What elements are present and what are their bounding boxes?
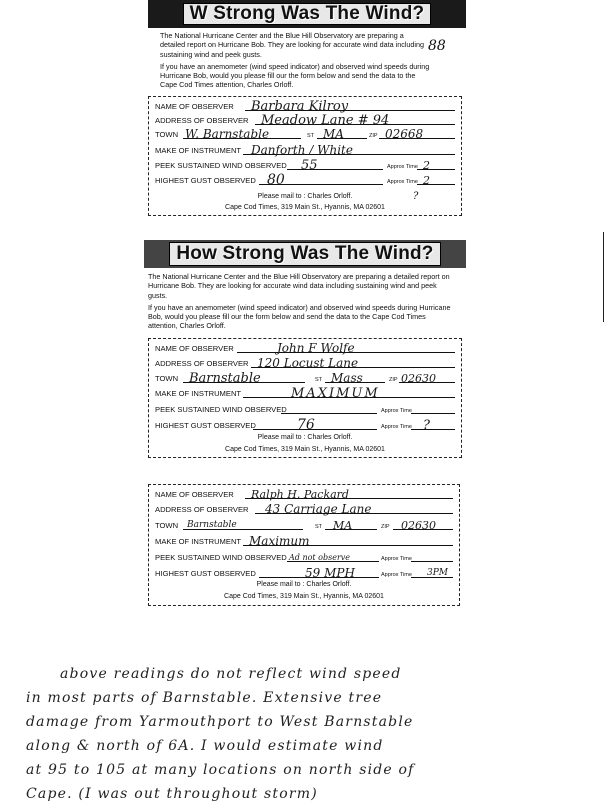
gust-time-value: ? (423, 418, 430, 433)
note-line-6: Cape. (I was out throughout storm) (26, 786, 318, 802)
instrument-value: Maximum (249, 534, 310, 548)
observer-address-value: 120 Locust Lane (257, 356, 359, 370)
note-line-5: at 95 to 105 at many locations on north side of (26, 762, 415, 778)
sustained-label: PEEK SUSTAINED WIND OBSERVED (155, 161, 287, 170)
observer-name-value: Ralph H. Packard (251, 488, 349, 501)
instrument-row (155, 386, 455, 399)
observer-address-value: Meadow Lane # 94 (261, 113, 390, 128)
sustained-time-label: Approx Time (381, 556, 412, 562)
gust-value: 59 MPH (305, 566, 355, 580)
clipping-2-intro (148, 272, 453, 334)
clipping-2-intro-paragraph-2: If you have an anemometer (wind speed indicator) and observed wind speeds during Hurricane Bob, would you please fill our the form below and send the data to the Cape Cod Times attention, Charles Orloff. (148, 302, 451, 331)
state-label: ST (315, 377, 323, 383)
observer-name-label: NAME OF OBSERVER (155, 490, 234, 499)
instrument-label: MAKE OF INSTRUMENT (155, 537, 242, 546)
sustained-label: PEEK SUSTAINED WIND OBSERVED (155, 553, 287, 562)
scan-edge-line (603, 232, 604, 322)
clipping-3 (148, 478, 464, 608)
town-value: Barnstable (187, 520, 237, 530)
town-row (155, 127, 455, 140)
clipping-1-form (148, 96, 462, 216)
town-label: TOWN (155, 130, 179, 139)
sustained-time-label: Approx Time (381, 408, 412, 414)
observer-address-label: ADDRESS OF OBSERVER (155, 359, 249, 368)
observer-name-value: John F Wolfe (277, 341, 355, 355)
zip-value: 02630 (401, 519, 436, 532)
sustained-time-label: Approx Time (387, 164, 418, 170)
mail-address-text: Cape Cod Times, 319 Main St., Hyannis, MA 02601 (225, 204, 385, 211)
note-line-1: above readings do not reflect wind speed (60, 666, 402, 682)
town-value: W. Barnstable (185, 127, 270, 141)
sustained-row (155, 158, 455, 171)
zip-label: ZIP (389, 377, 398, 383)
clipping-1-banner (148, 0, 466, 28)
note-line-3: damage from Yarmouthport to West Barnstable (26, 714, 414, 730)
sustained-label: PEEK SUSTAINED WIND OBSERVED (155, 405, 287, 414)
instrument-row (155, 143, 455, 156)
clipping-2-title: How Strong Was The Wind? (169, 242, 440, 266)
note-line-2: in most parts of Barnstable. Extensive tree (26, 690, 383, 706)
clipping-1 (148, 0, 466, 218)
gust-value: 76 (297, 417, 315, 433)
observer-name-label: NAME OF OBSERVER (155, 344, 234, 353)
gust-time-label: Approx Time (381, 572, 412, 578)
gust-time-value: 2 (423, 174, 430, 187)
town-value: Barnstable (189, 371, 261, 386)
gust-row (155, 418, 455, 431)
state-value: MA (323, 127, 344, 141)
sustained-time-value: 2 (423, 159, 430, 172)
gust-label: HIGHEST GUST OBSERVED (155, 421, 256, 430)
observer-address-row (155, 356, 455, 369)
handwritten-note (26, 662, 600, 806)
clipping-1-intro-paragraph-2: If you have an anemometer (wind speed indicator) and observed wind speeds during Hurricane Bob, would you please fill our the form below and send the data to the Cape Cod Times attention, Charles Orloff. (160, 61, 430, 90)
zip-label: ZIP (381, 524, 390, 530)
town-row (155, 518, 453, 531)
zip-label: ZIP (369, 133, 378, 139)
observer-name-row (155, 487, 453, 500)
observer-name-label: NAME OF OBSERVER (155, 102, 234, 111)
clipping-2-intro-paragraph-1: The National Hurricane Center and the Blue Hill Observatory are preparing a detailed report on Hurricane Bob. They are looking for accurate wind data including sustaining wind and peek gusts. (148, 272, 450, 300)
instrument-label: MAKE OF INSTRUMENT (155, 389, 242, 398)
note-line-4: along & north of 6A. I would estimate wind (26, 738, 384, 754)
instrument-value: MAXIMUM (291, 386, 380, 401)
observer-address-row (155, 502, 453, 515)
instrument-label: MAKE OF INSTRUMENT (155, 146, 242, 155)
zip-value: 02668 (385, 127, 424, 141)
state-value: MA (333, 519, 353, 532)
zip-value: 02630 (401, 372, 436, 385)
clipping-2-form (148, 338, 462, 458)
town-row (155, 371, 455, 384)
observer-address-label: ADDRESS OF OBSERVER (155, 116, 249, 125)
gust-label: HIGHEST GUST OBSERVED (155, 569, 256, 578)
clipping-1-intro-paragraph-1: The National Hurricane Center and the Blue Hill Observatory are preparing a detailed report on Hurricane Bob. They are looking for accurate wind data including sustaining wind and peek gusts. (160, 31, 424, 59)
town-label: TOWN (155, 374, 179, 383)
observer-address-value: 43 Carriage Lane (265, 502, 372, 516)
gust-time-label: Approx Time (381, 424, 412, 430)
sustained-row (155, 402, 455, 415)
mail-address-text: Cape Cod Times, 319 Main St., Hyannis, MA 02601 (224, 593, 384, 600)
town-label: TOWN (155, 521, 179, 530)
clipping-2 (144, 240, 466, 458)
observer-address-label: ADDRESS OF OBSERVER (155, 505, 249, 514)
observer-name-value: Barbara Kilroy (251, 99, 349, 114)
observer-name-row (155, 99, 455, 112)
mail-address-text: Cape Cod Times, 319 Main St., Hyannis, MA 02601 (225, 446, 385, 453)
gust-row (155, 173, 455, 186)
sustained-row (155, 550, 453, 563)
state-label: ST (307, 133, 315, 139)
instrument-value: Danforth / White (251, 143, 353, 157)
clipping-1-corner-mark: 88 (428, 38, 446, 54)
sustained-value: Ad not observe (289, 553, 351, 562)
clipping-2-banner (144, 240, 466, 268)
state-value: Mass (331, 371, 363, 385)
question-mark: ? (413, 191, 419, 202)
state-label: ST (315, 524, 323, 530)
mail-to-text: Please mail to : Charles Orloff. (256, 581, 352, 588)
gust-time-value: 3PM (427, 568, 448, 578)
gust-row (155, 566, 453, 579)
sustained-value: 55 (301, 158, 318, 173)
gust-time-label: Approx Time (387, 179, 418, 185)
gust-value: 80 (267, 172, 285, 188)
clipping-1-title: W Strong Was The Wind? (183, 3, 432, 25)
clipping-3-form (148, 484, 460, 606)
mail-to-text: Please mail to : Charles Orloff. (257, 193, 353, 200)
gust-label: HIGHEST GUST OBSERVED (155, 176, 256, 185)
observer-name-row (155, 341, 455, 354)
instrument-row (155, 534, 453, 547)
mail-to-text: Please mail to : Charles Orloff. (257, 434, 353, 441)
observer-address-row (155, 113, 455, 126)
clipping-1-intro (160, 31, 430, 93)
